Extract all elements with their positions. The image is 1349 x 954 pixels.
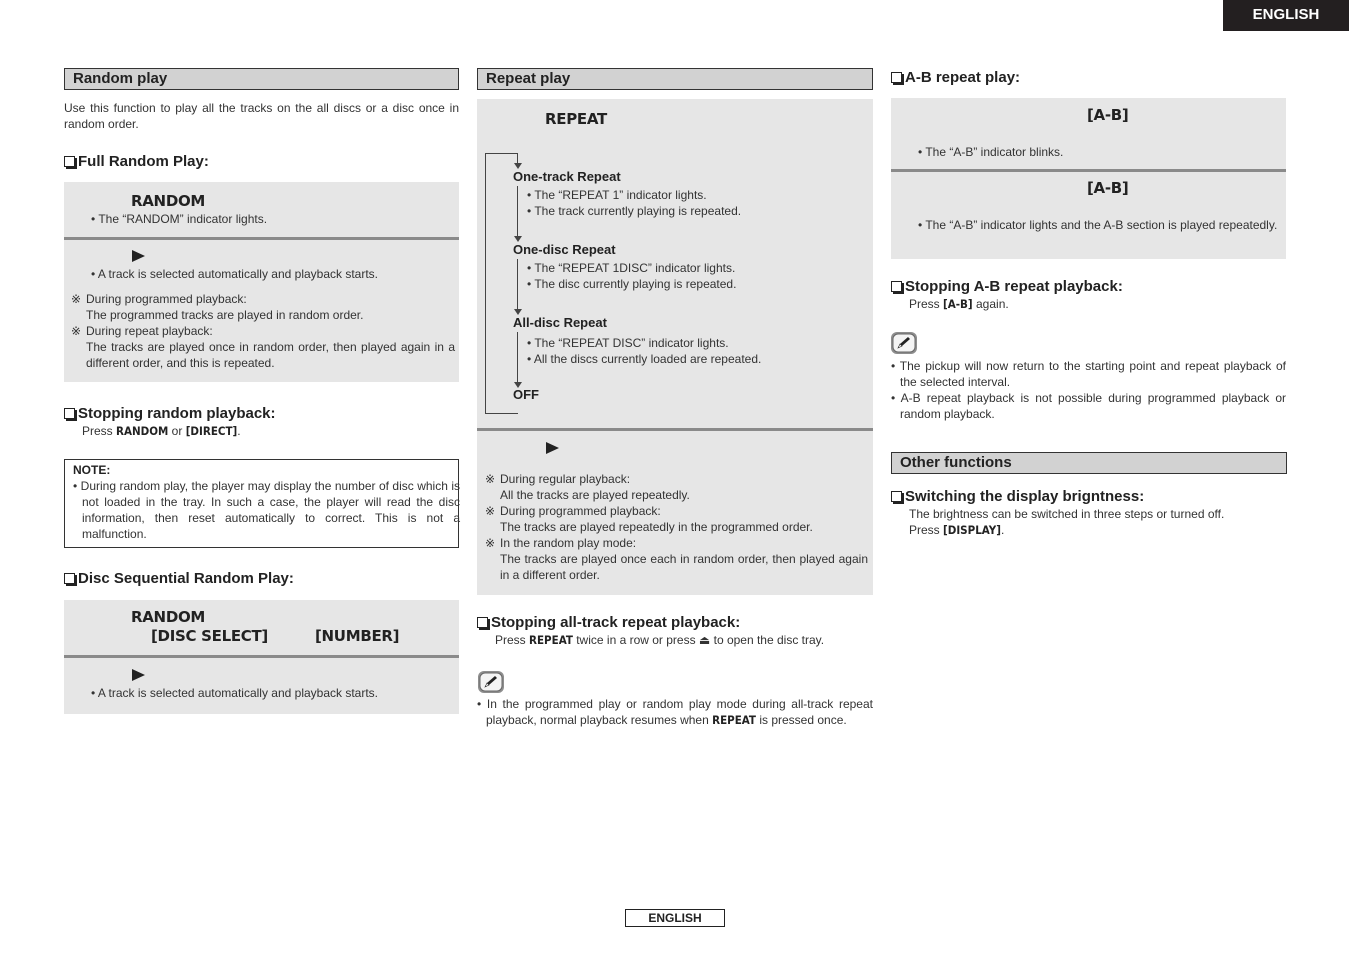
note-title: NOTE: <box>73 463 111 477</box>
checkbox-icon <box>891 491 902 502</box>
checkbox-icon <box>891 72 902 83</box>
checkbox-icon <box>64 408 75 419</box>
language-tab <box>1223 0 1349 31</box>
pencil-icon <box>891 332 917 354</box>
display-brightness-text: The brightness can be switched in three steps or turned off. <box>909 507 1225 521</box>
number-key: [NUMBER] <box>315 627 400 645</box>
one-disc-bullet-2: • The disc currently playing is repeated. <box>527 277 737 291</box>
play-triangle-icon <box>132 250 145 262</box>
random-key: RANDOM <box>131 608 206 626</box>
ab-repeat-heading: A-B repeat play: <box>891 69 1020 86</box>
other-functions-section-title: Other functions <box>891 452 1287 474</box>
footer-language-label: ENGLISH <box>625 909 725 927</box>
flow-return-line <box>485 153 486 414</box>
disc-select-key: [DISC SELECT] <box>151 627 268 645</box>
play-triangle-icon <box>546 442 559 454</box>
repeat-note-3: ※ In the random play mode: The tracks are played once each in random order, then played again in a different order. <box>485 536 868 582</box>
full-random-heading: Full Random Play: <box>64 153 209 170</box>
repeat-play-section-title: Repeat play <box>477 68 873 90</box>
off-label: OFF <box>513 387 539 402</box>
repeat-note-1: ※ During regular playback: All the tracks are played repeatedly. <box>485 472 690 502</box>
random-key-note: • The “RANDOM” indicator lights. <box>91 212 268 226</box>
repeat-note-2: ※ During programmed playback: The tracks are played repeatedly in the programmed order. <box>485 504 813 534</box>
ab-memo-2: • A-B repeat playback is not possible during programmed playback or random playback. <box>891 391 1287 421</box>
checkbox-icon <box>477 617 488 628</box>
flow-arrow <box>517 186 518 240</box>
pencil-icon <box>478 671 504 693</box>
flow-arrow <box>517 332 518 386</box>
stopping-repeat-heading: Stopping all-track repeat playback: <box>477 614 740 631</box>
random-key: RANDOM <box>131 192 206 210</box>
flow-top-line <box>485 153 518 154</box>
all-disc-bullet-2: • All the discs currently loaded are repeated. <box>527 352 762 366</box>
language-tab-label: ENGLISH <box>1252 6 1320 23</box>
flow-bottom-line <box>485 413 518 414</box>
one-track-bullet-2: • The track currently playing is repeated. <box>527 204 742 218</box>
ab-key: [A-B] <box>1087 179 1129 197</box>
play-triangle-icon <box>132 669 145 681</box>
stopping-random-text: Press RANDOM or [DIRECT]. <box>82 424 241 438</box>
random-play-section-title: Random play <box>64 68 459 90</box>
checkbox-icon <box>64 573 75 584</box>
one-disc-repeat-label: One-disc Repeat <box>513 242 616 257</box>
ab-step2-note: • The “A-B” indicator lights and the A-B section is played repeatedly. <box>918 218 1278 232</box>
one-track-repeat-label: One-track Repeat <box>513 169 621 184</box>
random-play-intro: Use this function to play all the tracks on the all discs or a disc once in random order. <box>64 101 459 131</box>
stopping-random-heading: Stopping random playback: <box>64 405 276 422</box>
flow-arrow <box>517 259 518 313</box>
all-disc-bullet-1: • The “REPEAT DISC” indicator lights. <box>527 336 729 350</box>
repeat-memo: • In the programmed play or random play mode during all-track repeat playback, normal playback resumes when REPEAT is pressed once. <box>477 697 873 727</box>
ab-step1-note: • The “A-B” indicator blinks. <box>918 145 1064 159</box>
repeat-key: REPEAT <box>545 110 607 128</box>
stopping-ab-heading: Stopping A-B repeat playback: <box>891 278 1123 295</box>
disc-sequential-play-note: • A track is selected automatically and playback starts. <box>91 686 379 700</box>
note-text: • During random play, the player may display the number of disc which is not loaded in the tray. In such a case, the player will read the disc information, then reset automatically to correct. This is not a malfunction. <box>73 479 460 541</box>
disc-sequential-heading: Disc Sequential Random Play: <box>64 570 294 587</box>
all-disc-repeat-label: All-disc Repeat <box>513 315 607 330</box>
ab-key: [A-B] <box>1087 106 1129 124</box>
stopping-repeat-text: Press REPEAT twice in a row or press ⏏ to open the disc tray. <box>495 633 825 647</box>
note-box <box>64 459 459 548</box>
checkbox-icon <box>64 156 75 167</box>
full-random-step1-box <box>64 182 459 237</box>
display-brightness-heading: Switching the display brigntness: <box>891 488 1144 505</box>
full-random-note-2: ※ During repeat playback: The tracks are played once in random order, then played again in a different order, and this is repeated. <box>71 324 455 370</box>
one-track-bullet-1: • The “REPEAT 1” indicator lights. <box>527 188 707 202</box>
one-disc-bullet-1: • The “REPEAT 1DISC” indicator lights. <box>527 261 736 275</box>
stopping-ab-text: Press [A-B] again. <box>909 297 1009 311</box>
full-random-play-note: • A track is selected automatically and playback starts. <box>91 267 379 281</box>
full-random-note-1: ※ During programmed playback: The programmed tracks are played in random order. <box>71 292 364 322</box>
checkbox-icon <box>891 281 902 292</box>
ab-memo-1: • The pickup will now return to the starting point and repeat playback of the selected interval. <box>891 359 1286 389</box>
display-brightness-press: Press [DISPLAY]. <box>909 523 1005 537</box>
